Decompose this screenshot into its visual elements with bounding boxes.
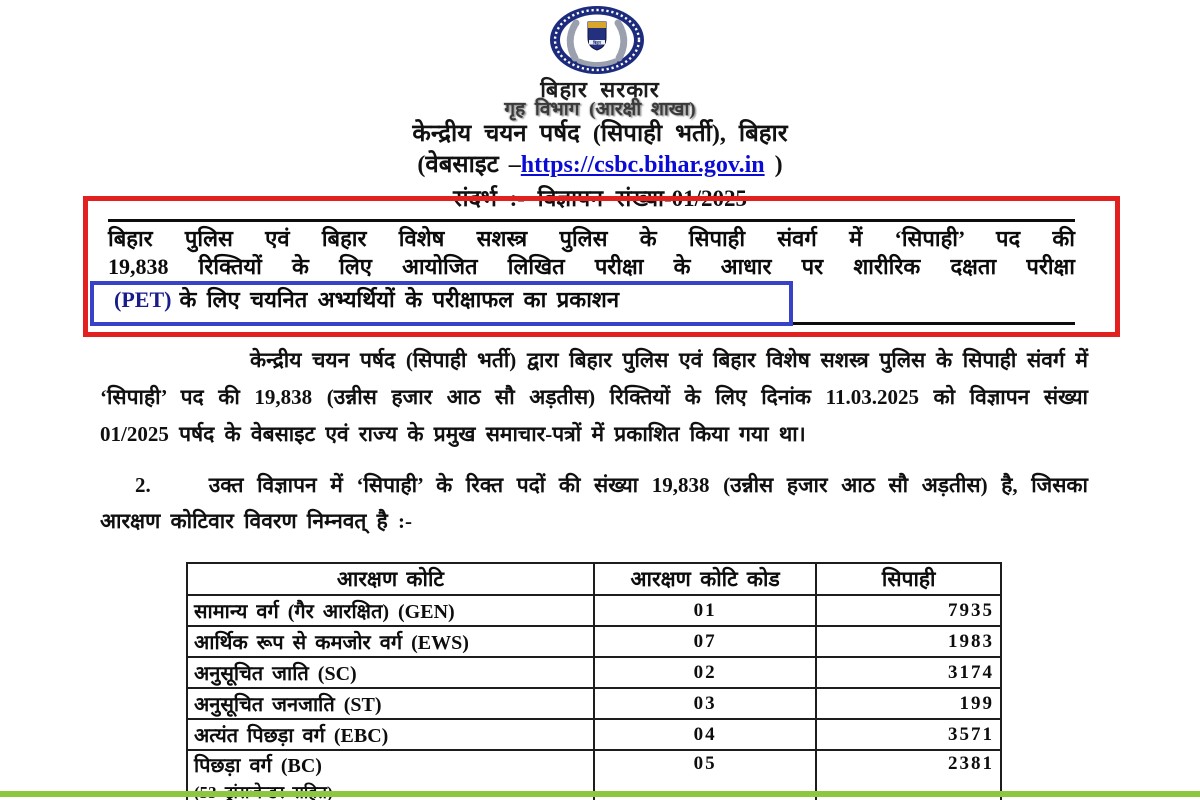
table-row (187, 626, 1001, 657)
category-cell: अनुसूचित जाति (SC) (187, 657, 594, 688)
reservation-quota-table (186, 562, 1002, 800)
reference-line: संदर्भ :- विज्ञापन संख्या-01/2025 (452, 186, 748, 211)
count-cell: 199 (816, 688, 1001, 719)
count-cell: 2381 (816, 750, 1001, 800)
count-cell: 1983 (816, 626, 1001, 657)
code-cell: 03 (594, 688, 816, 719)
paragraph-2-text: उक्त विज्ञापन में ‘सिपाही’ के रिक्त पदों की संख्या 19,838 (उन्नीस हजार आठ सौ अड़तीस) है, जिसका आरक्षण कोटिवार विवरण निम्नवत् है :- (100, 473, 1088, 533)
heading-line-2: 19,838 रिक्तियों के लिए आयोजित लिखित परीक्षा के आधार पर शारीरिक दक्षता परीक्षा (108, 254, 1075, 279)
table-row (187, 719, 1001, 750)
emblem-icon (548, 4, 646, 76)
table-row (187, 688, 1001, 719)
category-cell: सामान्य वर्ग (गैर आरक्षित) (GEN) (187, 595, 594, 626)
category-cell: अत्यंत पिछड़ा वर्ग (EBC) (187, 719, 594, 750)
paragraph-1: केन्द्रीय चयन पर्षद (सिपाही भर्ती) द्वारा बिहार पुलिस एवं बिहार विशेष सशस्त्र पुलिस के सिपाही संवर्ग में ‘सिपाही’ पद की 19,838 (उन्नीस हजार आठ सौ अड़तीस) रिक्तियों के लिए दिनांक 11.03.2025 को विज्ञापन संख्या 01/2025 पर्षद के वेबसाइट एवं राज्य के प्रमुख समाचार-पत्रों में प्रकाशित किया गया था। (100, 348, 1088, 446)
code-cell: 07 (594, 626, 816, 657)
paragraph-2 (100, 467, 1088, 539)
header-code: आरक्षण कोटि कोड (594, 563, 816, 595)
pet-abbreviation: (PET) (114, 287, 172, 312)
notice-heading (108, 225, 1075, 319)
header-category: आरक्षण कोटि (187, 563, 594, 595)
code-cell: 01 (594, 595, 816, 626)
heading-line-3 (108, 281, 1075, 319)
heading-top-rule (108, 219, 1075, 222)
table-header-row (187, 563, 1001, 595)
government-title: बिहार सरकार (540, 77, 660, 102)
svg-text:बिहार: बिहार (592, 40, 602, 45)
header-sipahi: सिपाही (816, 563, 1001, 595)
code-cell: 02 (594, 657, 816, 688)
csbc-emblem-logo (548, 4, 646, 76)
code-cell: 04 (594, 719, 816, 750)
count-cell: 7935 (816, 595, 1001, 626)
board-title: केन्द्रीय चयन पर्षद (सिपाही भर्ती), बिहार (412, 121, 788, 147)
count-cell: 3571 (816, 719, 1001, 750)
code-cell: 05 (594, 750, 816, 800)
category-cell: आर्थिक रूप से कमजोर वर्ग (EWS) (187, 626, 594, 657)
count-cell: 3174 (816, 657, 1001, 688)
website-line (0, 147, 1200, 180)
website-suffix: ) (764, 152, 783, 178)
heading-line-1: बिहार पुलिस एवं बिहार विशेष सशस्त्र पुलिस के सिपाही संवर्ग में ‘सिपाही’ पद की (108, 226, 1075, 251)
paragraph-2-number: 2. (135, 473, 151, 497)
heading-line-3-text: के लिए चयनित अभ्यर्थियों के परीक्षाफल का प्रकाशन (179, 287, 620, 312)
table-row (187, 595, 1001, 626)
category-main: पिछड़ा वर्ग (BC) (194, 755, 322, 777)
green-annotation-bar (0, 791, 1200, 797)
table-row (187, 657, 1001, 688)
department-line: गृह विभाग (आरक्षी शाखा) (504, 99, 696, 120)
category-cell: अनुसूचित जनजाति (ST) (187, 688, 594, 719)
website-link[interactable]: https://csbc.bihar.gov.in (520, 152, 765, 178)
website-prefix: (वेबसाइट – (417, 152, 521, 178)
heading-bottom-rule (108, 322, 1075, 325)
category-note (194, 780, 587, 800)
